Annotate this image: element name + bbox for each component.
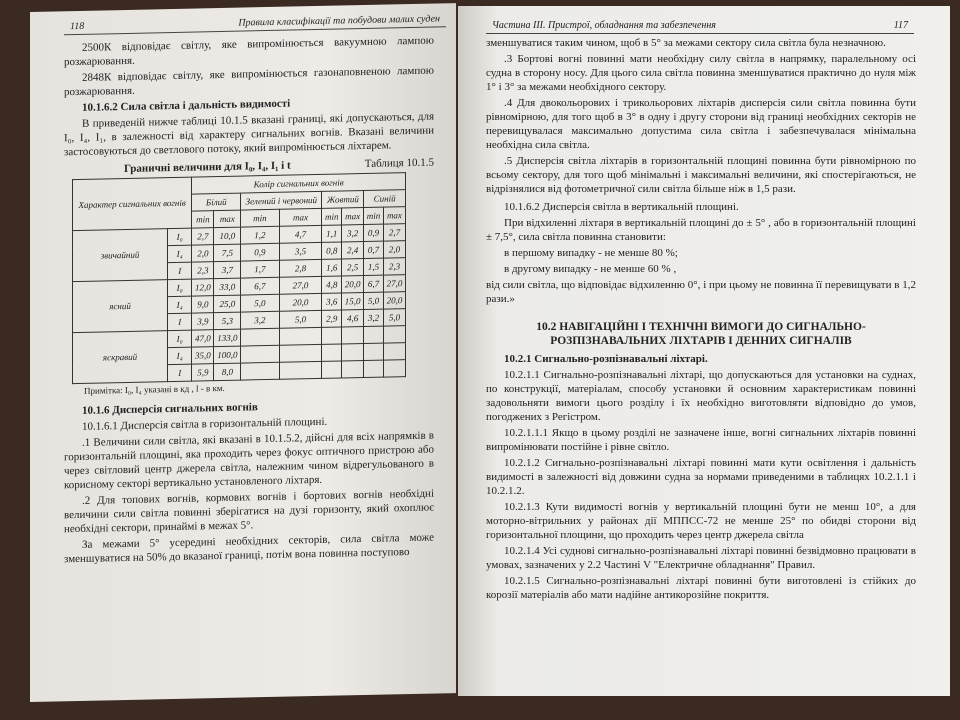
value-cell: 0,7: [364, 241, 384, 258]
table-label: Таблиця 10.1.5: [364, 156, 434, 170]
paragraph: 10.2.1.1 Сигнально-розпізнавальні ліхтарі, що допускаються для установки на суднах, по конструкції, матеріалам, способу установки й основним характеристикам повинні задовольняти вимоги цього розділу і їх необхідно виготовляти відповідно до умов, погоджених з Регістром.: [486, 369, 916, 423]
value-cell: 5,0: [383, 309, 405, 326]
intro-line-2: 2848К відповідає світлу, яке випромінюється газонаповненою лампою розжарювання.: [64, 64, 434, 99]
value-cell: 8,0: [214, 363, 241, 381]
table-header-character: Характер сигнальних вогнів: [73, 177, 192, 230]
value-cell: 3,2: [241, 311, 279, 329]
value-cell: [383, 326, 405, 343]
value-cell: 0,8: [322, 242, 342, 259]
symbol-cell: I: [168, 313, 192, 331]
value-cell: [241, 345, 279, 363]
color-yellow: Жовтий: [322, 191, 364, 209]
table-body: [73, 224, 406, 384]
symbol-cell: I: [168, 364, 192, 382]
color-white: Білий: [192, 193, 241, 211]
paragraph: 10.2.1.5 Сигнально-розпізнавальні ліхтарі повинні бути виготовлені із стійких до корозії матеріалів або мати надійне антикорозійне покриття.: [486, 575, 916, 601]
value-cell: 2,9: [322, 310, 342, 327]
value-cell: [342, 344, 364, 361]
page-number: 118: [70, 20, 85, 33]
value-cell: 5,0: [241, 294, 279, 312]
value-cell: 20,0: [383, 292, 405, 309]
value-cell: 133,0: [214, 329, 241, 347]
table-header-color: Колір сигнальних вогнів: [192, 173, 406, 194]
symbol-cell: I₀: [168, 330, 192, 348]
value-cell: 5,0: [364, 292, 384, 309]
color-green-red: Зелений і червоний: [241, 191, 322, 210]
value-cell: [322, 344, 342, 361]
value-cell: 15,0: [342, 293, 364, 310]
table-note: Примітка: I₀, I₄ указані в кд , l - в км.: [84, 382, 225, 396]
value-cell: [364, 326, 384, 343]
paragraph: зменшуватися таким чином, щоб в 5° за межами сектору сила світла була незначною.: [486, 37, 886, 49]
value-cell: [279, 344, 322, 362]
symbol-cell: I₄: [168, 347, 192, 365]
value-cell: 3,2: [364, 309, 384, 326]
value-cell: 33,0: [214, 278, 241, 296]
paragraph: 10.2.1.2 Сигнально-розпізнавальні ліхтарі повинні мати кути освітлення і дальність видимості в залежності від довжини судна за нормами приведеними в таблицях 10.2.1.1 і 10.2.1.2.: [486, 457, 916, 497]
value-cell: 20,0: [279, 293, 322, 311]
color-blue: Синій: [364, 190, 406, 208]
value-cell: [279, 327, 322, 345]
section-heading: 10.1.6 Дисперсія сигнальних вогнів: [82, 401, 258, 417]
value-cell: [364, 360, 384, 377]
intro-line-1: 2500К відповідає світлу, яке випромінюється вакуумною лампою розжарювання.: [64, 34, 434, 69]
value-cell: 35,0: [192, 347, 214, 364]
value-cell: [241, 328, 279, 346]
max-header: max: [383, 207, 405, 224]
value-cell: [322, 361, 342, 378]
symbol-cell: I₄: [168, 245, 192, 263]
value-cell: 2,8: [279, 259, 322, 277]
paragraph: .3 Бортові вогні повинні мати необхідну силу світла в напрямку, паралельному осі судна в сторону носу. Для цього сила світла повинна зменшуватися практично до нуля між 1° і 3° за межами необхідного сектору.: [486, 53, 916, 93]
paragraph: За межами 5° усередині необхідних секторів, сила світла може зменшуватися на 50% до вказаної границі, потім вона повинна поступово: [64, 531, 434, 566]
paragraph: При відхиленні ліхтаря в вертикальній площині до ± 5° , або в горизонтальній площині ± 7,5°, сила світла повинна становити:: [486, 217, 916, 243]
value-cell: 3,9: [192, 313, 214, 330]
value-cell: 3,7: [214, 261, 241, 279]
value-cell: 3,5: [279, 242, 322, 260]
paragraph: .5 Дисперсія світла ліхтарів в горизонтальній площині повинна бути рівномірною по всьому сектору, для того щоб мінімальні і максимальні величини, які спостерігаються, не відрізнялися від фотометричної сили світла більше ніж в 1,5 рази.: [486, 155, 916, 195]
value-cell: 20,0: [342, 276, 364, 293]
value-cell: 0,9: [364, 224, 384, 241]
symbol-cell: I₀: [168, 228, 192, 246]
value-cell: 1,7: [241, 260, 279, 278]
value-cell: 1,6: [322, 259, 342, 276]
paragraph: В приведеній нижче таблиці 10.1.5 вказані границі, які допускаються, для I₀, I₄, I₁, в залежності від характеру сигнальних вогнів. Вказані величини застосовуються до светлового потоку, який випромінюється ліхтарем.: [64, 110, 434, 159]
right-page-body: [486, 36, 916, 604]
symbol-cell: I₄: [168, 296, 192, 314]
value-cell: 2,3: [192, 262, 214, 279]
value-cell: 4,8: [322, 276, 342, 293]
table-title: Граничні величини для I₀, I₄, I₁ і t: [124, 159, 291, 176]
value-cell: 2,0: [192, 245, 214, 262]
left-page-body: [64, 34, 434, 569]
value-cell: 2,5: [342, 259, 364, 276]
subsection-heading: 10.2.1 Сигнально-розпізнавальні ліхтарі.: [504, 353, 708, 365]
value-cell: 1,1: [322, 225, 342, 242]
min-header: min: [192, 211, 214, 228]
value-cell: 5,0: [279, 310, 322, 328]
min-header: min: [364, 207, 384, 224]
paragraph: .1 Величини сили світла, які вказані в 10.1.5.2, дійсні для всіх напрямків в горизонтальній площині, яка проходить через фокус оптичного пристрою або через світловий центр джерела світла, належним чином відрегульованого в корисному секторі вертикально установленого ліхтаря.: [64, 429, 434, 492]
value-cell: 2,7: [383, 224, 405, 241]
paragraph: 10.2.1.1.1 Якщо в цьому розділі не зазначене інше, вогні сигнальних ліхтарів повинні випромінювати постійне і рівне світло.: [486, 427, 916, 453]
value-cell: 27,0: [279, 276, 322, 294]
value-cell: 0,9: [241, 243, 279, 261]
page-number: 117: [893, 20, 908, 31]
symbol-cell: I: [168, 262, 192, 280]
value-cell: [241, 362, 279, 380]
list-item: в першому випадку - не менше 80 %;: [504, 247, 678, 259]
subsection-heading: 10.1.6.2 Дисперсія світла в вертикальній площині.: [504, 201, 739, 213]
right-page: [458, 6, 950, 696]
value-cell: 12,0: [192, 279, 214, 296]
value-cell: 47,0: [192, 330, 214, 347]
value-cell: 10,0: [214, 227, 241, 245]
value-cell: 25,0: [214, 295, 241, 313]
paragraph: .4 Для двокольорових і трикольорових ліхтарів дисперсія сили світла повинна бути рівномірною, для того щоб в 3° в одну і другу сторони від границі необхідних секторів не перевищувалася максимально допустима сила світла і забезпечувалася мінімальна необхідна сила світла.: [486, 97, 916, 151]
value-cell: [279, 361, 322, 379]
min-header: min: [322, 208, 342, 225]
value-cell: [383, 343, 405, 360]
value-cell: 100,0: [214, 346, 241, 364]
limits-table: [72, 172, 406, 384]
value-cell: 3,2: [342, 225, 364, 242]
value-cell: 4,6: [342, 310, 364, 327]
list-item: в другому випадку - не менше 60 % ,: [504, 263, 677, 275]
value-cell: 3,6: [322, 293, 342, 310]
max-header: max: [279, 208, 322, 226]
group-name-cell: звичайний: [73, 229, 168, 282]
group-name-cell: ясний: [73, 280, 168, 333]
header-title: Частина III. Пристрої, обладнання та забезпечення: [492, 20, 716, 31]
header-title: Правила класифікації та побудови малих суден: [238, 13, 440, 29]
paragraph: від сили світла, що відповідає відхиленню 0°, і при цьому не повинна її перевищувати в 1,2 рази.»: [486, 279, 916, 305]
value-cell: 9,0: [192, 296, 214, 313]
min-header: min: [241, 209, 279, 227]
left-page-header: [64, 13, 446, 35]
value-cell: [342, 361, 364, 378]
value-cell: 27,0: [383, 275, 405, 292]
value-cell: 7,5: [214, 244, 241, 262]
paragraph: .2 Для топових вогнів, кормових вогнів і бортових вогнів необхідні величини сили світла повинні зберігатися на дузі горизонту, який охоплює необхідні сектори, принаймі в межах 5°.: [64, 487, 434, 536]
value-cell: 5,9: [192, 364, 214, 381]
paragraph: 10.2.1.4 Усі суднові сигнально-розпізнавальні ліхтарі повинні безвідмовно працювати в умовах, зазначених у 2.2 Частині V "Електричне обладнання" Правил.: [486, 545, 916, 571]
max-header: max: [342, 208, 364, 225]
value-cell: 5,3: [214, 312, 241, 330]
section-heading: 10.1.6.2 Сила світла і дальність видимості: [82, 97, 291, 114]
subsection-heading: 10.1.6.1 Дисперсія світла в горизонтальній площині.: [82, 415, 328, 433]
value-cell: 6,7: [241, 277, 279, 295]
value-cell: 1,2: [241, 226, 279, 244]
value-cell: 1,5: [364, 258, 384, 275]
right-page-header: [486, 20, 914, 34]
max-header: max: [214, 210, 241, 228]
value-cell: [342, 327, 364, 344]
symbol-cell: I₀: [168, 279, 192, 297]
value-cell: [322, 327, 342, 344]
paragraph: 10.2.1.3 Кути видимості вогнів у вертикальній площині бути не менш 10°, а для моторно-вітрильних у районах дії МППСС-72 не менше 25° по обидві сторони від горизонтальної площини, що проходить через центр джерела світла: [486, 501, 916, 541]
value-cell: [383, 360, 405, 377]
value-cell: 2,4: [342, 242, 364, 259]
value-cell: 2,7: [192, 228, 214, 245]
value-cell: 2,0: [383, 241, 405, 258]
chapter-heading: 10.2 НАВІГАЦІЙНІ І ТЕХНІЧНІ ВИМОГИ ДО СИГНАЛЬНО-РОЗПІЗНАВАЛЬНИХ ЛІХТАРІВ І ДЕННИХ СИГНАЛІВ: [536, 321, 866, 347]
left-page: [30, 3, 456, 702]
value-cell: 6,7: [364, 275, 384, 292]
value-cell: 4,7: [279, 225, 322, 243]
value-cell: 2,3: [383, 258, 405, 275]
group-name-cell: яскравий: [73, 331, 168, 384]
value-cell: [364, 343, 384, 360]
